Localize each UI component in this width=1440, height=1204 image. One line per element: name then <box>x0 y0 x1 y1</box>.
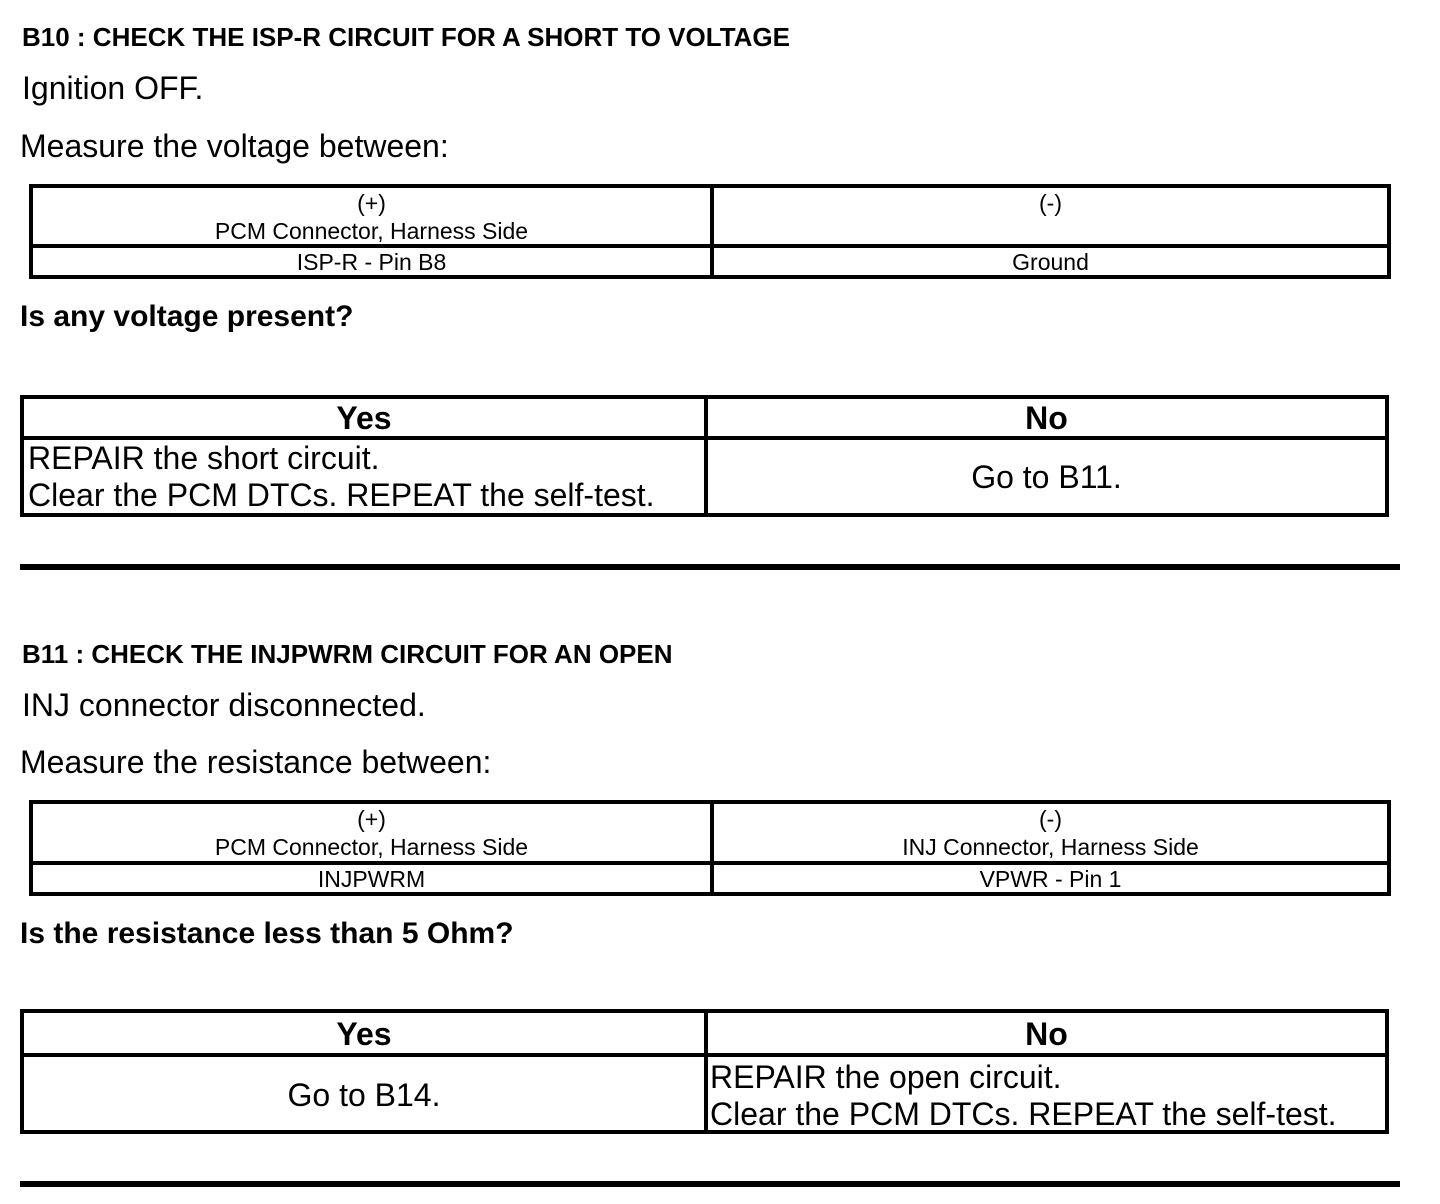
step-b10-question: Is any voltage present? <box>20 300 354 333</box>
decision-yes-header: Yes <box>336 400 392 436</box>
step-b11-decision-table <box>20 1009 1389 1134</box>
measure-minus-value: Ground <box>1012 249 1089 275</box>
measure-minus-label: INJ Connector, Harness Side <box>902 834 1199 860</box>
decision-no-line-2: Clear the PCM DTCs. REPEAT the self-test. <box>710 1096 1337 1132</box>
section-divider <box>20 1181 1400 1187</box>
measure-minus-value: VPWR - Pin 1 <box>979 866 1122 892</box>
section-divider <box>20 564 1400 570</box>
decision-yes-line-2: Clear the PCM DTCs. REPEAT the self-test. <box>28 477 655 513</box>
step-b11-title: B11 : CHECK THE INJPWRM CIRCUIT FOR AN OPEN <box>22 639 673 669</box>
step-b11-measure-table <box>29 800 1391 896</box>
decision-yes-line-1: Go to B14. <box>287 1077 441 1113</box>
decision-no-header: No <box>1025 400 1068 436</box>
measure-plus-symbol: (+) <box>357 190 386 216</box>
step-b10-title: B10 : CHECK THE ISP-R CIRCUIT FOR A SHORT TO VOLTAGE <box>22 22 790 52</box>
measure-minus-symbol: (-) <box>1039 190 1062 216</box>
decision-yes-header: Yes <box>336 1016 392 1052</box>
measure-plus-label: PCM Connector, Harness Side <box>214 834 529 860</box>
decision-no-line-1: REPAIR the open circuit. <box>710 1059 1062 1095</box>
measure-plus-value: ISP-R - Pin B8 <box>296 249 447 275</box>
measure-plus-value: INJPWRM <box>317 866 426 892</box>
step-b11-instruction: Measure the resistance between: <box>20 744 492 780</box>
measure-plus-label: PCM Connector, Harness Side <box>214 218 529 244</box>
step-b10-measure-table <box>29 184 1391 279</box>
step-b10-condition: Ignition OFF. <box>22 70 204 106</box>
step-b11-condition: INJ connector disconnected. <box>22 687 426 723</box>
measure-plus-symbol: (+) <box>357 806 386 832</box>
step-b11-question: Is the resistance less than 5 Ohm? <box>20 917 514 950</box>
step-b10-instruction: Measure the voltage between: <box>20 128 449 164</box>
decision-no-header: No <box>1025 1016 1068 1052</box>
decision-yes-line-1: REPAIR the short circuit. <box>28 440 380 476</box>
step-b10-decision-table <box>20 395 1389 517</box>
decision-no-line-1: Go to B11. <box>971 459 1122 495</box>
measure-minus-symbol: (-) <box>1039 806 1062 832</box>
